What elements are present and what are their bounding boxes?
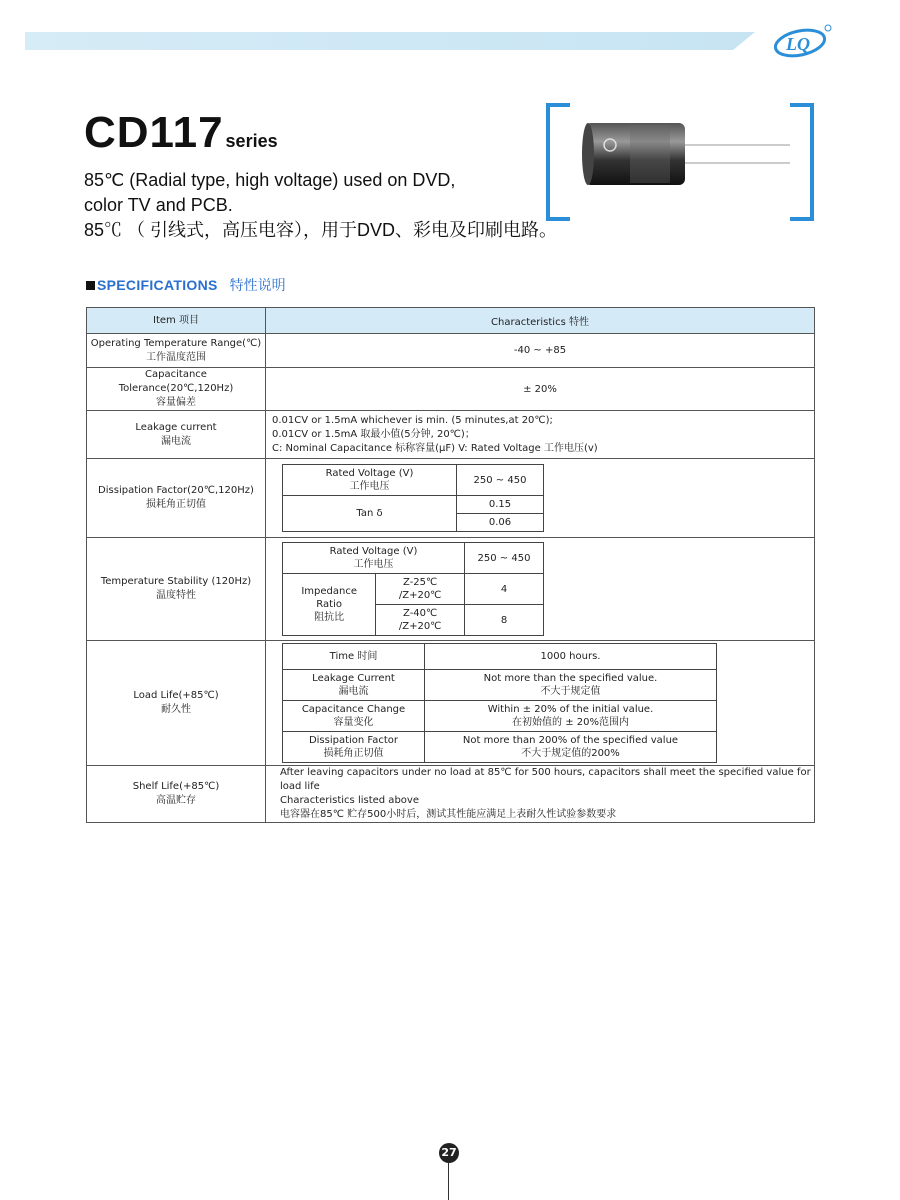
cc-value-en: Within ± 20% of the initial value. <box>487 704 654 715</box>
description-line-3: 85℃ （ 引线式，高压电容），用于DVD、彩电及印刷电路。 <box>84 220 558 240</box>
row-temperature-range <box>87 334 815 368</box>
capacitor-image <box>570 115 790 195</box>
load-life-label-zh: 耐久性 <box>161 704 191 715</box>
tan-delta-value-1: 0.15 <box>457 496 544 514</box>
specifications-heading <box>86 275 286 295</box>
tan-delta-value-2: 0.06 <box>457 514 544 532</box>
logo-text: LQ <box>786 34 810 54</box>
shelf-life-label-zh: 高温贮存 <box>156 795 196 806</box>
lc-value-en: Not more than the specified value. <box>483 673 658 684</box>
dissipation-label-en: Dissipation Factor(20℃,120Hz) <box>98 485 254 496</box>
df-value-zh: 不大于规定值的200% <box>521 748 620 759</box>
leakage-line-2: 0.01CV or 1.5mA 取最小值(5分钟, 20℃)； <box>272 428 475 440</box>
temp-range-label-en: Operating Temperature Range(℃) <box>90 337 262 349</box>
row-capacitance-tolerance <box>87 368 815 411</box>
load-life-label-en: Load Life(+85℃) <box>133 690 219 701</box>
row-shelf-life <box>87 766 815 823</box>
shelf-life-label-en: Shelf Life(+85℃) <box>132 781 220 792</box>
stability-label-en: Temperature Stability (120Hz) <box>100 576 252 587</box>
df-value-en: Not more than 200% of the specified value <box>462 735 679 746</box>
dissipation-label-zh: 损耗角正切值 <box>146 499 206 510</box>
df-label-zh: 损耗角正切值 <box>323 748 384 759</box>
cc-label-en: Capacitance Change <box>301 704 406 715</box>
right-bracket <box>790 103 814 221</box>
temp-range-value: -40 ~ +85 <box>266 334 815 368</box>
leakage-label-en: Leakage current <box>135 421 217 433</box>
company-logo <box>772 24 832 58</box>
bullet-square <box>86 281 95 290</box>
leakage-line-3: C: Nominal Capacitance 标称容量(μF) V: Rated Voltage 工作电压(v) <box>272 442 598 454</box>
header-characteristics: Characteristics 特性 <box>266 308 815 334</box>
header-bar <box>25 32 755 50</box>
series-suffix: series <box>225 131 278 151</box>
lc-value-zh: 不大于规定值 <box>540 686 601 697</box>
row-temperature-stability <box>87 538 815 641</box>
cc-label-zh: 容量变化 <box>333 717 374 728</box>
cap-tol-label-zh: 容量偏差 <box>156 397 196 408</box>
dissipation-rv-zh: 工作电压 <box>349 481 390 492</box>
specifications-heading-en: SPECIFICATIONS <box>97 277 218 293</box>
z-ratio-2-label: Z-40℃ /Z+20℃ <box>376 605 465 636</box>
shelf-life-line-2: Characteristics listed above <box>280 795 419 806</box>
page-number-line <box>448 1163 449 1200</box>
impedance-ratio-zh: 阻抗比 <box>314 612 345 623</box>
z-ratio-1-value: 4 <box>465 574 544 605</box>
row-leakage-current <box>87 411 815 459</box>
header-item: Item 项目 <box>87 308 266 334</box>
model-name: CD117 <box>84 108 224 157</box>
df-label-en: Dissipation Factor <box>308 735 399 746</box>
stability-subtable <box>282 542 544 636</box>
z-ratio-2-value: 8 <box>465 605 544 636</box>
stability-rv-zh: 工作电压 <box>353 559 394 570</box>
stability-rv-en: Rated Voltage (V) <box>329 546 418 557</box>
tan-delta-label: Tan δ <box>283 496 457 532</box>
leakage-line-1: 0.01CV or 1.5mA whichever is min. (5 minutes,at 20℃); <box>272 414 553 426</box>
dissipation-rv-en: Rated Voltage (V) <box>325 468 414 479</box>
specifications-table <box>86 307 815 823</box>
load-life-subtable <box>282 643 717 763</box>
shelf-life-line-3: 电容器在85℃ 贮存500小时后，测试其性能应满足上表耐久性试验参数要求 <box>280 809 617 820</box>
stability-rv-value: 250 ~ 450 <box>465 543 544 574</box>
lc-label-zh: 漏电流 <box>338 686 369 697</box>
lc-label-en: Leakage Current <box>312 673 395 684</box>
impedance-ratio-en: Impedance Ratio <box>301 586 357 610</box>
cap-tol-value: ± 20% <box>266 368 815 411</box>
specifications-heading-zh: 特性说明 <box>229 278 286 294</box>
left-bracket <box>546 103 570 221</box>
time-value: 1000 hours. <box>425 644 717 670</box>
page-number: 27 <box>439 1143 459 1163</box>
cc-value-zh: 在初始值的 ± 20%范围内 <box>512 717 629 728</box>
row-load-life <box>87 641 815 766</box>
temp-range-label-zh: 工作温度范围 <box>146 351 206 363</box>
z-ratio-1-label: Z-25℃ /Z+20℃ <box>376 574 465 605</box>
time-label: Time 时间 <box>283 644 425 670</box>
product-description <box>84 168 557 243</box>
description-line-2: color TV and PCB. <box>84 195 233 215</box>
description-line-1: 85℃ (Radial type, high voltage) used on DVD, <box>84 170 456 190</box>
product-title <box>84 108 278 158</box>
table-header-row <box>87 308 815 334</box>
cap-tol-label-en: Capacitance Tolerance(20℃,120Hz) <box>118 369 234 394</box>
leakage-label-zh: 漏电流 <box>161 435 191 447</box>
dissipation-rv-value: 250 ~ 450 <box>457 465 544 496</box>
row-dissipation-factor <box>87 459 815 538</box>
shelf-life-line-1: After leaving capacitors under no load at 85℃ for 500 hours, capacitors shall meet the specified value for load life <box>280 767 811 792</box>
dissipation-subtable <box>282 464 544 532</box>
stability-label-zh: 温度特性 <box>156 590 196 601</box>
